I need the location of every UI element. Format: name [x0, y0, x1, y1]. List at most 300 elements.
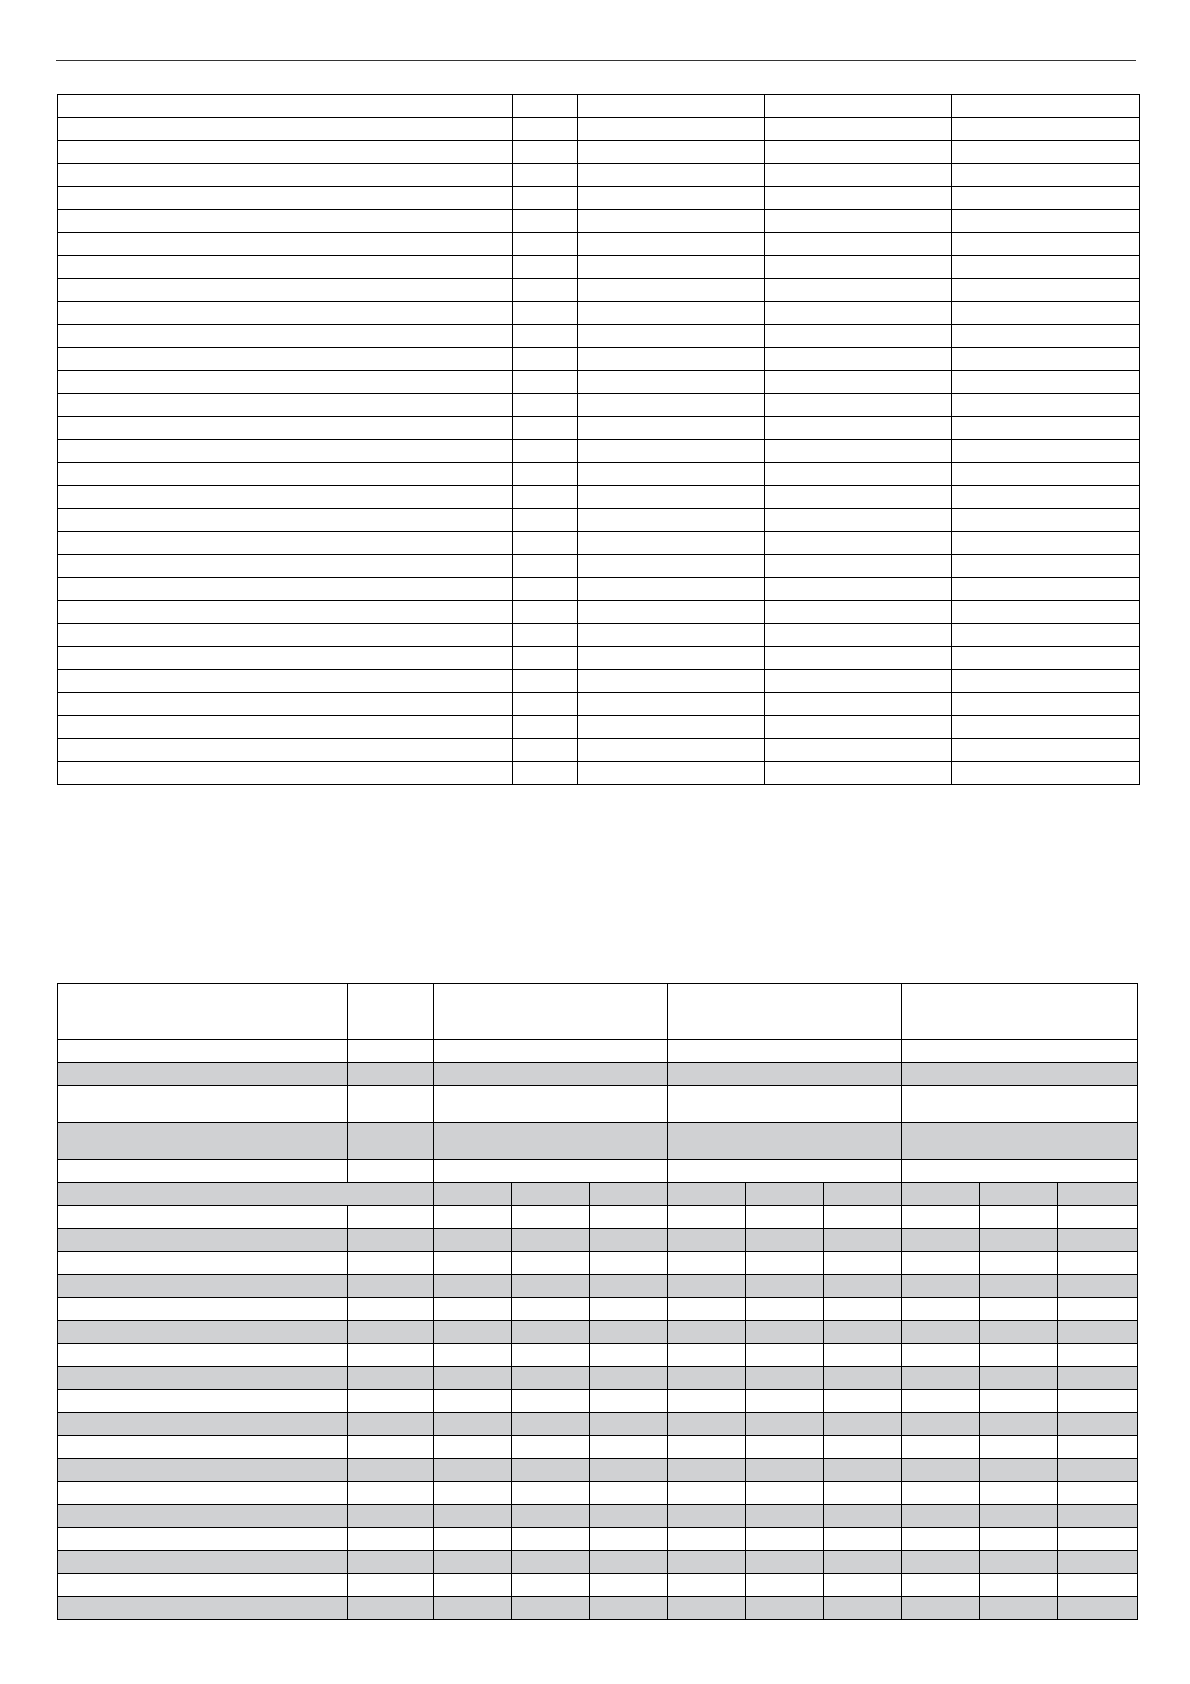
- table-cell: [980, 1344, 1058, 1367]
- table-cell: [765, 256, 952, 279]
- table-cell: [58, 486, 513, 509]
- header-cell: [902, 1086, 1138, 1123]
- table-cell: [746, 1528, 824, 1551]
- table-cell: [902, 1206, 980, 1229]
- header-cell: [348, 1086, 434, 1123]
- table-row: [58, 210, 1140, 233]
- subheader-row: [58, 1183, 1138, 1206]
- table-cell: [578, 693, 765, 716]
- table-cell: [952, 670, 1140, 693]
- table-cell: [58, 1413, 348, 1436]
- header-row: [58, 1160, 1138, 1183]
- table-cell: [980, 1528, 1058, 1551]
- table-cell: [765, 624, 952, 647]
- table-cell: [434, 1390, 512, 1413]
- table-cell: [765, 463, 952, 486]
- table-cell: [578, 210, 765, 233]
- table-cell: [512, 1206, 590, 1229]
- header-cell: [668, 1123, 902, 1160]
- table-cell: [513, 532, 578, 555]
- table-cell: [348, 1482, 434, 1505]
- table-cell: [512, 1390, 590, 1413]
- table-cell: [590, 1482, 668, 1505]
- header-cell: [434, 1160, 668, 1183]
- table-cell: [1058, 1367, 1138, 1390]
- table-cell: [58, 417, 513, 440]
- table-cell: [765, 279, 952, 302]
- table-cell: [512, 1436, 590, 1459]
- table-row: [58, 739, 1140, 762]
- table-cell: [1058, 1597, 1138, 1620]
- table-cell: [902, 1574, 980, 1597]
- table-cell: [512, 1597, 590, 1620]
- table-cell: [952, 233, 1140, 256]
- table-row: [58, 578, 1140, 601]
- table-cell: [58, 302, 513, 325]
- table-cell: [746, 1367, 824, 1390]
- table-cell: [513, 509, 578, 532]
- table-cell: [58, 1367, 348, 1390]
- table-cell: [512, 1252, 590, 1275]
- table-cell: [590, 1505, 668, 1528]
- table-cell: [765, 739, 952, 762]
- table-cell: [578, 371, 765, 394]
- table-cell: [746, 1275, 824, 1298]
- header-cell: [434, 984, 668, 1040]
- table-cell: [513, 601, 578, 624]
- table-cell: [980, 1459, 1058, 1482]
- header-row: [58, 1063, 1138, 1086]
- table-cell: [512, 1413, 590, 1436]
- table-row: [58, 256, 1140, 279]
- table-cell: [668, 1390, 746, 1413]
- table-cell: [952, 716, 1140, 739]
- table-cell: [1058, 1413, 1138, 1436]
- table-cell: [513, 118, 578, 141]
- table-cell: [824, 1367, 902, 1390]
- table-cell: [952, 187, 1140, 210]
- table-cell: [668, 1505, 746, 1528]
- table-cell: [434, 1528, 512, 1551]
- header-cell: [434, 1063, 668, 1086]
- subheader-cell: [746, 1183, 824, 1206]
- table-cell: [58, 1597, 348, 1620]
- table-row: [58, 1528, 1138, 1551]
- table-cell: [348, 1551, 434, 1574]
- table-cell: [590, 1298, 668, 1321]
- table-cell: [980, 1413, 1058, 1436]
- table-cell: [668, 1574, 746, 1597]
- table-cell: [952, 210, 1140, 233]
- table-cell: [980, 1551, 1058, 1574]
- table-cell: [434, 1252, 512, 1275]
- table-cell: [1058, 1252, 1138, 1275]
- table-cell: [58, 624, 513, 647]
- table-cell: [58, 1459, 348, 1482]
- table-cell: [765, 394, 952, 417]
- table-cell: [578, 302, 765, 325]
- table-cell: [590, 1459, 668, 1482]
- table-cell: [512, 1321, 590, 1344]
- header-cell: [902, 1040, 1138, 1063]
- table-cell: [578, 187, 765, 210]
- table-cell: [434, 1367, 512, 1390]
- table-cell: [58, 210, 513, 233]
- table-cell: [578, 716, 765, 739]
- table-cell: [765, 210, 952, 233]
- table-cell: [58, 440, 513, 463]
- table-row: [58, 233, 1140, 256]
- subheader-cell: [590, 1183, 668, 1206]
- table-cell: [578, 739, 765, 762]
- table-cell: [952, 141, 1140, 164]
- table-cell: [765, 555, 952, 578]
- header-row: [58, 1086, 1138, 1123]
- table-cell: [434, 1482, 512, 1505]
- table-cell: [513, 647, 578, 670]
- table-cell: [348, 1344, 434, 1367]
- header-cell: [434, 1123, 668, 1160]
- header-cell: [902, 1160, 1138, 1183]
- table-cell: [348, 1436, 434, 1459]
- table-cell: [952, 371, 1140, 394]
- header-cell: [902, 984, 1138, 1040]
- table-cell: [58, 394, 513, 417]
- table-cell: [1058, 1551, 1138, 1574]
- table-cell: [513, 417, 578, 440]
- table-cell: [590, 1551, 668, 1574]
- table-cell: [1058, 1298, 1138, 1321]
- table-cell: [58, 509, 513, 532]
- table-cell: [513, 325, 578, 348]
- table-cell: [58, 256, 513, 279]
- table-cell: [578, 164, 765, 187]
- subheader-cell: [434, 1183, 512, 1206]
- table-cell: [512, 1229, 590, 1252]
- table-cell: [824, 1229, 902, 1252]
- table-cell: [58, 1229, 348, 1252]
- table-cell: [578, 348, 765, 371]
- table-cell: [58, 141, 513, 164]
- table-cell: [824, 1574, 902, 1597]
- table-row: [58, 532, 1140, 555]
- table-cell: [746, 1206, 824, 1229]
- table-cell: [668, 1597, 746, 1620]
- table-cell: [513, 164, 578, 187]
- header-cell: [348, 1123, 434, 1160]
- table-cell: [512, 1459, 590, 1482]
- table-cell: [980, 1252, 1058, 1275]
- table-cell: [590, 1390, 668, 1413]
- table-row: [58, 1436, 1138, 1459]
- table-cell: [824, 1459, 902, 1482]
- table-row: [58, 325, 1140, 348]
- table-row: [58, 95, 1140, 118]
- table-cell: [902, 1436, 980, 1459]
- table-cell: [746, 1229, 824, 1252]
- table-cell: [952, 486, 1140, 509]
- header-cell: [668, 984, 902, 1040]
- table-cell: [952, 417, 1140, 440]
- table-cell: [590, 1252, 668, 1275]
- table-row: [58, 1344, 1138, 1367]
- table-cell: [58, 1528, 348, 1551]
- table-row: [58, 555, 1140, 578]
- table-cell: [902, 1275, 980, 1298]
- table-cell: [746, 1574, 824, 1597]
- header-cell: [58, 1063, 348, 1086]
- table-cell: [434, 1206, 512, 1229]
- table-row: [58, 762, 1140, 785]
- table-cell: [578, 279, 765, 302]
- table-cell: [434, 1459, 512, 1482]
- table-row: [58, 1413, 1138, 1436]
- table-cell: [348, 1275, 434, 1298]
- table-row: [58, 670, 1140, 693]
- header-cell: [58, 1160, 348, 1183]
- table-cell: [1058, 1275, 1138, 1298]
- table-row: [58, 1390, 1138, 1413]
- table-cell: [952, 555, 1140, 578]
- table-cell: [902, 1321, 980, 1344]
- table-cell: [348, 1229, 434, 1252]
- table-cell: [590, 1206, 668, 1229]
- table-cell: [58, 95, 513, 118]
- table-cell: [58, 647, 513, 670]
- table-cell: [348, 1597, 434, 1620]
- table-cell: [348, 1252, 434, 1275]
- table-cell: [765, 762, 952, 785]
- table-cell: [824, 1298, 902, 1321]
- table-row: [58, 1505, 1138, 1528]
- table-cell: [765, 509, 952, 532]
- table-cell: [513, 486, 578, 509]
- table-cell: [578, 95, 765, 118]
- table-cell: [58, 1574, 348, 1597]
- table-cell: [58, 693, 513, 716]
- table-cell: [58, 325, 513, 348]
- table-cell: [58, 371, 513, 394]
- table-cell: [434, 1298, 512, 1321]
- table-cell: [578, 624, 765, 647]
- table-cell: [58, 1436, 348, 1459]
- table-cell: [590, 1436, 668, 1459]
- table-cell: [1058, 1206, 1138, 1229]
- table-cell: [765, 532, 952, 555]
- table-cell: [58, 601, 513, 624]
- table-cell: [765, 440, 952, 463]
- table-cell: [952, 440, 1140, 463]
- header-cell: [902, 1063, 1138, 1086]
- table-cell: [980, 1390, 1058, 1413]
- table-cell: [746, 1459, 824, 1482]
- header-rule: [56, 60, 1136, 61]
- table-cell: [824, 1528, 902, 1551]
- table-cell: [58, 1321, 348, 1344]
- table-cell: [513, 279, 578, 302]
- table-row: [58, 1206, 1138, 1229]
- table-cell: [58, 164, 513, 187]
- table-cell: [348, 1298, 434, 1321]
- table-cell: [668, 1436, 746, 1459]
- table-cell: [578, 233, 765, 256]
- table-cell: [513, 210, 578, 233]
- table-cell: [668, 1459, 746, 1482]
- table-cell: [980, 1275, 1058, 1298]
- table-cell: [513, 95, 578, 118]
- table-cell: [58, 670, 513, 693]
- table-cell: [746, 1413, 824, 1436]
- table-cell: [824, 1482, 902, 1505]
- top-table-body: [58, 95, 1140, 785]
- table-cell: [58, 1551, 348, 1574]
- table-cell: [765, 578, 952, 601]
- table-cell: [513, 555, 578, 578]
- table-cell: [980, 1482, 1058, 1505]
- header-cell: [348, 1040, 434, 1063]
- table-cell: [765, 647, 952, 670]
- table-cell: [668, 1367, 746, 1390]
- table-cell: [578, 141, 765, 164]
- header-row: [58, 1040, 1138, 1063]
- table-cell: [952, 578, 1140, 601]
- table-cell: [434, 1321, 512, 1344]
- table-cell: [824, 1252, 902, 1275]
- header-cell: [58, 984, 348, 1040]
- table-cell: [1058, 1321, 1138, 1344]
- bottom-table: [57, 983, 1138, 1620]
- table-row: [58, 118, 1140, 141]
- table-row: [58, 1298, 1138, 1321]
- table-cell: [578, 762, 765, 785]
- table-row: [58, 693, 1140, 716]
- table-cell: [765, 302, 952, 325]
- table-cell: [58, 187, 513, 210]
- table-cell: [513, 624, 578, 647]
- table-row: [58, 624, 1140, 647]
- table-cell: [1058, 1390, 1138, 1413]
- table-cell: [512, 1298, 590, 1321]
- table-cell: [578, 532, 765, 555]
- table-cell: [1058, 1459, 1138, 1482]
- table-cell: [952, 256, 1140, 279]
- table-row: [58, 417, 1140, 440]
- table-row: [58, 463, 1140, 486]
- table-cell: [434, 1229, 512, 1252]
- table-cell: [1058, 1482, 1138, 1505]
- table-cell: [512, 1505, 590, 1528]
- table-cell: [952, 647, 1140, 670]
- table-cell: [746, 1298, 824, 1321]
- table-cell: [765, 164, 952, 187]
- table-cell: [58, 233, 513, 256]
- table-cell: [902, 1252, 980, 1275]
- table-cell: [765, 716, 952, 739]
- table-cell: [952, 739, 1140, 762]
- table-cell: [952, 509, 1140, 532]
- table-row: [58, 509, 1140, 532]
- table-row: [58, 279, 1140, 302]
- table-cell: [513, 233, 578, 256]
- table-cell: [1058, 1528, 1138, 1551]
- table-row: [58, 1482, 1138, 1505]
- table-cell: [348, 1321, 434, 1344]
- table-cell: [578, 555, 765, 578]
- table-row: [58, 601, 1140, 624]
- header-cell: [668, 1086, 902, 1123]
- table-row: [58, 1321, 1138, 1344]
- table-row: [58, 348, 1140, 371]
- table-cell: [980, 1206, 1058, 1229]
- table-cell: [1058, 1574, 1138, 1597]
- table-row: [58, 647, 1140, 670]
- table-cell: [668, 1252, 746, 1275]
- table-cell: [952, 302, 1140, 325]
- table-cell: [578, 578, 765, 601]
- table-cell: [590, 1367, 668, 1390]
- table-cell: [58, 279, 513, 302]
- table-cell: [512, 1528, 590, 1551]
- table-cell: [58, 1344, 348, 1367]
- table-row: [58, 1275, 1138, 1298]
- table-cell: [668, 1482, 746, 1505]
- table-cell: [348, 1528, 434, 1551]
- table-cell: [668, 1275, 746, 1298]
- header-cell: [58, 1123, 348, 1160]
- table-cell: [668, 1229, 746, 1252]
- header-cell: [348, 1063, 434, 1086]
- table-row: [58, 187, 1140, 210]
- header-cell: [434, 1040, 668, 1063]
- table-cell: [746, 1321, 824, 1344]
- table-cell: [434, 1505, 512, 1528]
- table-cell: [746, 1551, 824, 1574]
- bottom-table-body: [58, 984, 1138, 1620]
- table-row: [58, 486, 1140, 509]
- table-cell: [746, 1597, 824, 1620]
- header-cell: [668, 1160, 902, 1183]
- table-cell: [513, 371, 578, 394]
- table-row: [58, 1551, 1138, 1574]
- table-cell: [513, 348, 578, 371]
- table-cell: [513, 463, 578, 486]
- table-cell: [434, 1551, 512, 1574]
- table-row: [58, 394, 1140, 417]
- table-cell: [58, 555, 513, 578]
- table-cell: [434, 1344, 512, 1367]
- table-cell: [765, 601, 952, 624]
- subheader-cell: [824, 1183, 902, 1206]
- table-row: [58, 302, 1140, 325]
- table-row: [58, 1229, 1138, 1252]
- table-cell: [980, 1367, 1058, 1390]
- subheader-cell: [668, 1183, 746, 1206]
- header-cell: [902, 1123, 1138, 1160]
- table-cell: [512, 1551, 590, 1574]
- table-cell: [824, 1597, 902, 1620]
- table-cell: [1058, 1344, 1138, 1367]
- table-cell: [590, 1574, 668, 1597]
- table-cell: [58, 1206, 348, 1229]
- table-cell: [58, 532, 513, 555]
- table-cell: [668, 1344, 746, 1367]
- table-cell: [58, 762, 513, 785]
- table-cell: [902, 1390, 980, 1413]
- table-cell: [58, 716, 513, 739]
- table-cell: [578, 394, 765, 417]
- table-cell: [902, 1367, 980, 1390]
- table-row: [58, 371, 1140, 394]
